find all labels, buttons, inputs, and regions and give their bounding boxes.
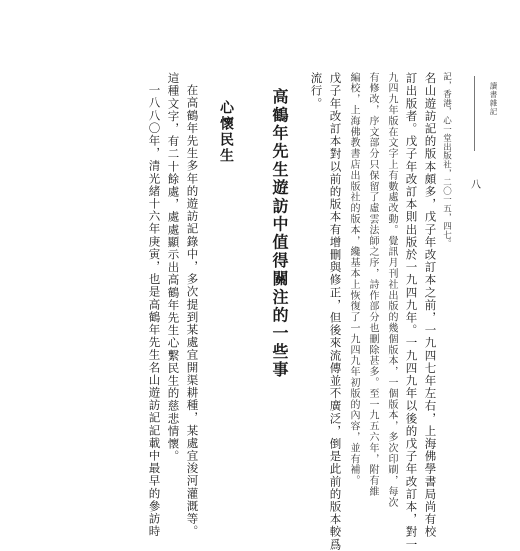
text-line: 名山遊訪記的版本頗多，戊子年改訂本之前，一九四七年左右，上海佛學書局尚有校 <box>423 72 438 539</box>
text-line: 訂出版者。戊子年改訂本則出版於一九四九年。一九四九年以後的戊子年改訂本，對一 <box>404 72 419 551</box>
paragraph-line: 一八八〇年，清光緒十六年庚寅，也是高鶴年先生名山遊訪記記載中最早的參訪時 <box>147 84 162 538</box>
text-line: 戊子年改訂本對以前的版本有增刪與修正，但後來流傳並不廣泛，倒是此前的版本較爲 <box>328 72 343 551</box>
footnote-line: 記，香港，心一堂出版社，二〇一五，四七。 <box>441 72 452 248</box>
running-header: 讀書雜記 <box>489 82 498 116</box>
paragraph-line: 這種文字，有二十餘處，處處顯示出高鶴年先生心繫民生的慈悲情懷。 <box>166 72 181 463</box>
text-line: 編校，上海佛教書店出版社的版本，纔基本上恢復了一九四九年初版的內容，並有補。 <box>348 72 359 487</box>
text-line: 有修改，序文部分只保留了虛雲法師之序，詩作部分也刪除甚多。至一九五六年，附有維 <box>367 72 378 498</box>
text-line: 九四九年版在文字上有數處改動。覺訊月刊社出版的幾個版本，一個版本，多次印刷，每次 <box>386 72 397 508</box>
page-number: 八 <box>471 180 481 191</box>
text-line: 流行。 <box>309 72 324 110</box>
paragraph-line: 在高鶴年先生多年的遊訪記錄中，多次提到某處宜開渠耕種，某處宜浚河灌溉等。 <box>185 84 200 538</box>
section-title: 高鶴年先生遊訪中值得關注的一些事 <box>270 88 289 380</box>
subheading: 心懷民生 <box>218 100 234 164</box>
header-rule <box>474 76 475 151</box>
